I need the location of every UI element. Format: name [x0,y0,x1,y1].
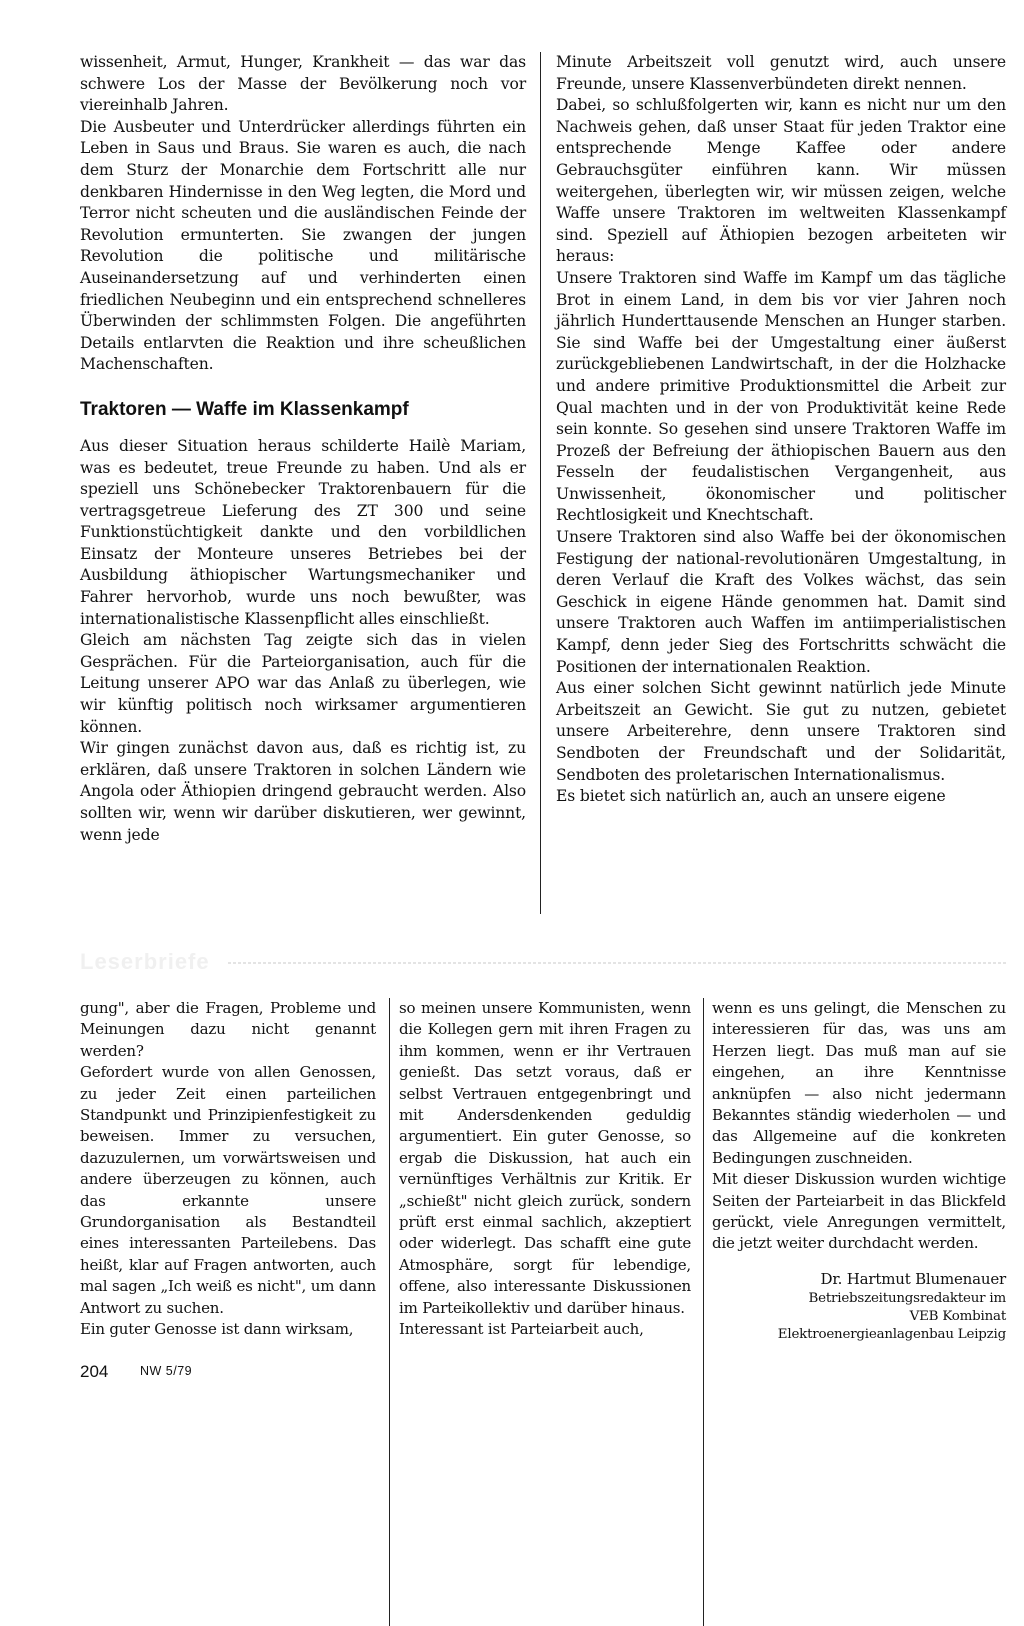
paragraph: Es bietet sich natürlich an, auch an unsere eigene [556,787,946,806]
paragraph: Aus einer solchen Sicht gewinnt natürlich jede Minute Arbeitszeit an Gewicht. Sie gut zu nutzen, gebietet unsere Arbeiterehre, denn unsere Traktoren sind Sendboten der Freundschaft und der Solidarität, Sendboten des proletarischen Internationalismus. [556,679,1006,784]
column-divider [703,998,704,1626]
paragraph: Aus dieser Situation heraus schilderte Hailè Mariam, was es bedeutet, treue Freunde zu haben. Und als er speziell uns Schönebecker Traktorenbauern für die vertragsgetreue Lieferung des ZT 300 und seine Funktionstüchtigkeit dankte und den vorbildlichen Einsatz der Monteure unseres Betriebes bei der Ausbildung äthiopischer Wartungsmechaniker und Fahrer hervorhob, wurde uns noch bewußter, was internationalistische Klassenpflicht alles einschließt. [80,436,526,628]
page-number: 204 [80,1362,109,1381]
section-banner [80,948,1006,980]
article-column-right [556,52,1006,808]
paragraph: Die Ausbeuter und Unterdrücker allerdings führten ein Leben in Saus und Braus. Sie waren es auch, die nach dem Sturz der Monarchie dem Fortschritt alle nur denkbaren Hindernisse in den Weg legten, die Mord und Terror nicht scheuten und die ausländischen Feinde der Revolution ermunterten. Sie zwangen der jungen Revolution die politische und militärische Auseinandersetzung auf und verhinderten einen friedlichen Neubeginn und ein entsprechend schnelleres Überwinden der schlimmsten Folgen. Die angeführten Details entlarvten die Reaktion und ihre scheußlichen Machenschaften. [80,117,526,374]
paragraph: wenn es uns gelingt, die Menschen zu interessieren für das, was uns am Herzen liegt. Das muß man auf sie eingehen, an ihre Kenntnisse anknüpfen — also nicht jedermann Bekanntes ständig wiederholen — und das Allgemeine auf die konkreten Bedingungen zuschneiden. [712,999,1006,1167]
section-banner-label: Leserbriefe [80,949,210,974]
paragraph: so meinen unsere Kommunisten, wenn die Kollegen gern mit ihren Fragen zu ihm kommen, wenn er ihr Vertrauen genießt. Das setzt voraus, daß er selbst Vertrauen entgegenbringt und mit Andersdenkenden geduldig argumentiert. Ein guter Genosse, so ergab die Diskussion, hat auch ein vernünftiges Verhältnis zur Kritik. Er „schießt" nicht gleich zurück, sondern prüft erst einmal sachlich, akzeptiert oder widerlegt. Das schafft eine gute Atmosphäre, sorgt für lebendige, offene, also interessante Diskussionen im Parteikollektiv und darüber hinaus. [399,999,691,1317]
author-employer: VEB Kombinat [909,1309,1006,1325]
letter-column-1 [80,998,376,1341]
author-employer-name: Elektroenergieanlagenbau Leipzig [777,1327,1006,1343]
letter-column-2 [399,998,691,1341]
paragraph: gung", aber die Fragen, Probleme und Meinungen dazu nicht genannt werden? [80,999,376,1060]
paragraph: Dabei, so schlußfolgerten wir, kann es nicht nur um den Nachweis gehen, daß unser Staat für jeden Traktor eine entsprechende Menge Kaffee oder andere Gebrauchsgüter einführen kann. Wir müssen weitergehen, überlegten wir, wir müssen zeigen, welche Waffe unsere Traktoren im weltweiten Klassenkampf sind. Speziell auf Äthiopien bezogen arbeiteten wir heraus: [556,96,1006,266]
paragraph: Unsere Traktoren sind Waffe im Kampf um das tägliche Brot in einem Land, in dem bis vor vier Jahren noch jährlich Hunderttausende Menschen an Hunger starben. Sie sind Waffe bei der Umgestaltung einer äußerst zurückgebliebenen Landwirtschaft, in der die Holzhacke und andere primitive Produktionsmittel die Arbeit zur Qual machten und in der von Produktivität keine Rede sein konnte. So gesehen sind unsere Traktoren Waffe im Prozeß der Befreiung der äthiopischen Bauern aus den Fesseln der feudalistischen Vergangenheit, aus Unwissenheit, ökonomischer und politischer Rechtlosigkeit und Knechtschaft. [556,268,1006,525]
author-role: Betriebszeitungsredakteur im [808,1291,1006,1307]
paragraph: Ein guter Genosse ist dann wirksam, [80,1320,354,1339]
paragraph: Interessant ist Parteiarbeit auch, [399,1320,644,1339]
paragraph: Mit dieser Diskussion wurden wichtige Seiten der Parteiarbeit in das Blickfeld gerückt, viele Anregungen vermittelt, die jetzt weiter durchdacht werden. [712,1170,1006,1253]
paragraph: wissenheit, Armut, Hunger, Krankheit — das war das schwere Los der Masse der Bevölkerung noch vor viereinhalb Jahren. [80,53,526,115]
column-divider [389,998,390,1626]
letter-column-3 [712,998,1006,1344]
column-divider [540,52,541,914]
issue-label: NW 5/79 [140,1364,193,1378]
article-column-left [80,52,526,846]
banner-rule [228,962,1006,964]
paragraph: Gefordert wurde von allen Genossen, zu jeder Zeit einen parteilichen Standpunkt und Prinzipienfestigkeit zu beweisen. Immer zu versuchen, dazuzulernen, um vorwärtsweisen und andere überzeugen zu können, auch das erkannte unsere Grundorganisation als Bestandteil eines interessanten Parteilebens. Das heißt, klar auf Fragen antworten, auch mal sagen „Ich weiß es nicht", um dann Antwort zu suchen. [80,1063,376,1317]
paragraph: Gleich am nächsten Tag zeigte sich das in vielen Gesprächen. Für die Parteiorganisation, auch für die Leitung unserer APO war das Anlaß zu überlegen, wie wir künftig politisch noch wirksamer argumentieren können. [80,631,526,736]
paragraph: Unsere Traktoren sind also Waffe bei der ökonomischen Festigung der national-revolutionären Umgestaltung, in deren Verlauf die Kraft des Volkes wächst, das sein Geschick in eigene Hände genommen hat. Damit sind unsere Traktoren auch Waffen im antiimperialistischen Kampf, denn jeder Sieg des Fortschritts schwächt die Positionen der internationalen Reaktion. [556,528,1006,676]
paragraph: Wir gingen zunächst davon aus, daß es richtig ist, zu erklären, daß unsere Traktoren in solchen Ländern wie Angola oder Äthiopien dringend gebraucht werden. Also sollten wir, wenn wir darüber diskutieren, wer gewinnt, wenn jede [80,739,526,844]
paragraph: Minute Arbeitszeit voll genutzt wird, auch unsere Freunde, unsere Klassenverbündeten direkt nennen. [556,53,1006,93]
author-name: Dr. Hartmut Blumenauer [820,1269,1006,1288]
section-heading: Traktoren — Waffe im Klassenkampf [80,398,409,420]
